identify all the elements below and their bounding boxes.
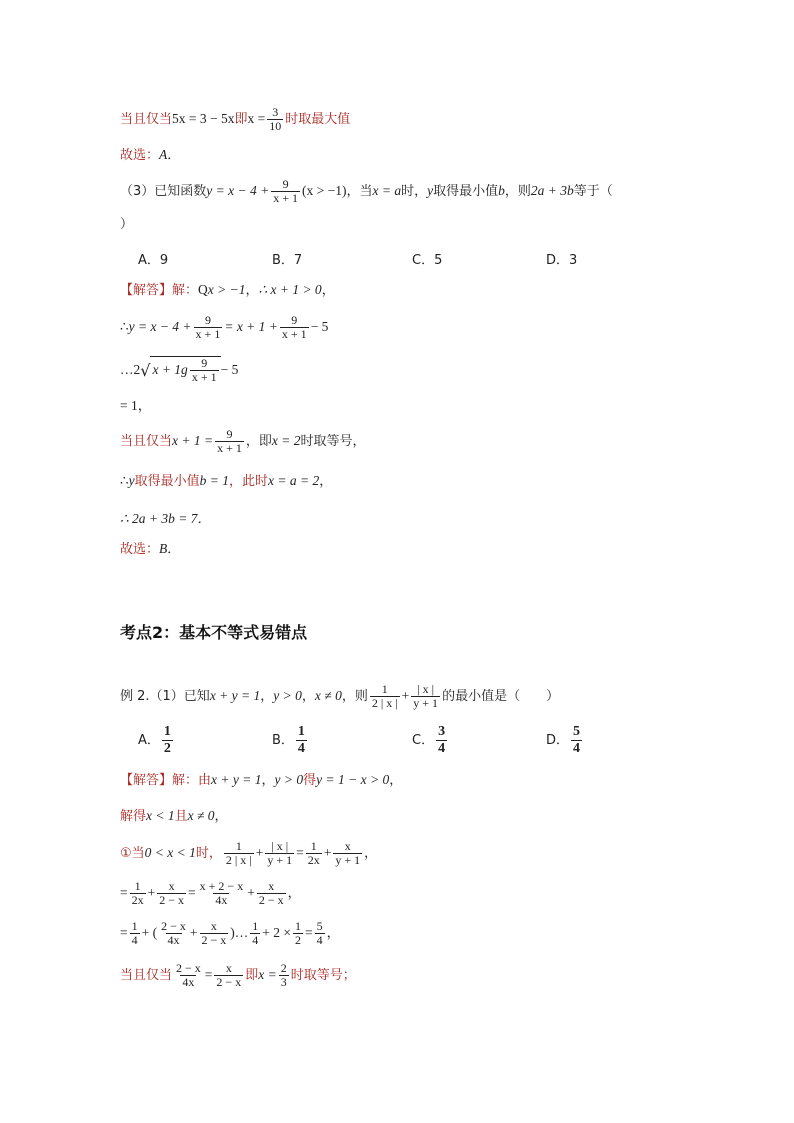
math-expression: − 5 [310, 319, 329, 334]
text: 当且仅当 [120, 112, 173, 127]
text: ） [120, 217, 134, 232]
math-symbol: ∴ [120, 473, 129, 488]
denominator: y + 1 [267, 853, 293, 867]
math-expression: = x + 1 + [224, 319, 278, 334]
numerator: 3 [438, 724, 446, 739]
text: B． [272, 733, 294, 748]
solution-step-2 [120, 314, 328, 341]
fraction [293, 920, 303, 947]
text: 当 [131, 846, 145, 861]
denominator: 2 | x | [371, 696, 398, 710]
answer-line-1: 故选：A． [120, 147, 181, 163]
math-expression: …2 [120, 362, 141, 377]
math-symbol: ∴ [120, 319, 129, 334]
math-result: = 1， [120, 398, 152, 413]
math-condition: 0 < x < 1 [144, 845, 196, 860]
question-3 [120, 178, 613, 205]
denominator: 4x [167, 933, 180, 947]
option-b-2 [272, 724, 309, 757]
math-condition: x + y = 1 [209, 688, 261, 703]
text: 故选： [120, 148, 160, 163]
numerator: 9 [201, 356, 208, 370]
fraction [162, 724, 173, 757]
fraction [198, 880, 246, 907]
fraction [370, 683, 400, 710]
math-condition: x > −1 [207, 282, 246, 297]
solution-2-step-5: = $\frac{1}{4}$ + ( $\frac{2 - x}{4x}$ + $\frac{x}{2 - x}$ )… $\frac{1}{4}$ + 2 × $\frac{1}{2}$ = $\frac{5}{4}$ ， [120, 919, 340, 947]
text: 时取最大值 [285, 112, 351, 127]
solution-2-step-6: 当且仅当 $\frac{2 - x}{4x}$ = $\frac{x}{2 - x}$ 即x = $\frac{2}{3}$ 时取等号； [120, 961, 356, 989]
solution-2-step-2: 解得x < 1且x ≠ 0， [120, 808, 228, 824]
option-c-2 [412, 724, 449, 757]
numerator: 2 − x [161, 919, 186, 933]
math-function: y = x − 4 + [206, 183, 270, 198]
denominator: 2 [163, 741, 171, 756]
fraction [296, 724, 307, 757]
math-condition: (x > −1) [302, 183, 347, 198]
math-var: x = [258, 967, 277, 982]
fraction [279, 962, 289, 989]
math-expression: x = a = 2 [268, 473, 320, 488]
denominator: y + 1 [335, 853, 361, 867]
numerator: 9 [291, 313, 298, 327]
text: 取得最小值 [134, 474, 200, 489]
numerator: | x | [417, 682, 435, 696]
text: ，则 [504, 184, 531, 199]
max-condition-line [120, 106, 350, 133]
numerator: x + 2 − x [199, 879, 244, 893]
sqrt-content [150, 356, 220, 384]
denominator: 2 | x | [225, 853, 252, 867]
denominator: 2x [307, 853, 320, 867]
solution-tag: 【解答】解： [120, 773, 199, 788]
example-2-question: 例 2.（1）已知x + y = 1，y > 0，x ≠ 0，则 $\frac{1}{2 | x |}$ + $\frac{| x |}{y + 1}$ 的最小值是（ ） [120, 682, 560, 710]
text: 故选： [120, 542, 160, 557]
math-expression: 2a + 3b [530, 183, 574, 198]
fraction [411, 683, 440, 710]
fraction [333, 840, 362, 867]
numerator: 1 [163, 724, 171, 739]
solution-step-6 [120, 472, 332, 491]
text: 当且仅当 [120, 968, 173, 983]
text: ， [319, 474, 333, 489]
solution-step-7 [120, 510, 211, 529]
text: 即 [245, 968, 259, 983]
numerator: 1 [297, 724, 305, 739]
question-3-close [120, 216, 133, 234]
math-expression: x + 1g [152, 362, 188, 377]
denominator: 2x [131, 893, 144, 907]
fraction [159, 920, 188, 947]
numerator: 9 [226, 427, 233, 441]
denominator: 2 − x [216, 975, 242, 989]
section-heading [120, 622, 307, 644]
denominator: x + 1 [217, 441, 242, 455]
text: （3）已知函数 [120, 184, 207, 199]
numerator: 1 [235, 839, 242, 853]
text: C． [412, 733, 435, 748]
fraction [571, 724, 582, 757]
numerator: x [168, 879, 175, 893]
denominator: 4 [573, 741, 581, 756]
text: A．9 [138, 253, 169, 268]
text: 例 2.（1）已知 [120, 689, 210, 704]
fraction [315, 920, 325, 947]
text: C．5 [412, 253, 443, 268]
denominator: 2 − x [159, 893, 185, 907]
answer-value: B [159, 541, 168, 556]
math-expression: − 5 [220, 362, 239, 377]
fraction [130, 920, 140, 947]
solution-2-start: 【解答】解：由x + y = 1，y > 0得y = 1 − x > 0， [120, 772, 403, 788]
numerator: 9 [204, 313, 211, 327]
answer-line-2: 故选：B． [120, 541, 181, 557]
text: 的最小值是（ ） [442, 689, 560, 704]
text: ，当 [346, 184, 373, 199]
solution-2-step-4: = $\frac{1}{2x}$ + $\frac{x}{2 - x}$ = $\frac{x + 2 - x}{4x}$ + $\frac{x}{2 - x}$ ， [120, 879, 301, 907]
denominator: 4 [131, 933, 138, 947]
math-var: y [128, 473, 135, 488]
fraction [190, 357, 219, 384]
heading-text: 考点2：基本不等式易错点 [120, 623, 308, 642]
math-condition: x + y = 1 [211, 772, 262, 787]
numerator: x [344, 839, 351, 853]
fraction [280, 314, 309, 341]
math-expression: y = x − 4 + [128, 319, 192, 334]
denominator: 4 [316, 933, 323, 947]
text: 时取等号， [300, 434, 366, 449]
solution-2-step-3: ①当0 < x < 1时， $\frac{1}{2 | x |}$ + $\frac{| x |}{y + 1}$ = $\frac{1}{2x}$ + $\frac{x}{y + 1}$ ， [120, 839, 378, 867]
denominator: 4 [252, 933, 259, 947]
circled-one-icon: ① [120, 846, 132, 861]
math-condition: x < 1 [146, 808, 175, 823]
numerator: x [210, 919, 217, 933]
text: ，即 [245, 434, 272, 449]
math-condition: y > 0 [274, 772, 304, 787]
option-a [138, 249, 168, 268]
fraction [271, 178, 300, 205]
math-condition: ∴ x + 1 > 0 [258, 282, 322, 297]
math-condition: x ≠ 0 [187, 808, 215, 823]
text: 即 [234, 112, 248, 127]
denominator: x + 1 [195, 327, 221, 341]
text: ，此时 [228, 474, 268, 489]
solution-tag: 【解答】解： [120, 283, 199, 298]
math-symbol: Q [198, 282, 208, 297]
option-d [546, 249, 577, 268]
math-expression: x + 1 = [172, 433, 214, 448]
numerator: 1 [295, 919, 302, 933]
text: 当且仅当 [120, 434, 173, 449]
math-condition: y = 1 − x > 0 [316, 772, 390, 787]
numerator: 3 [272, 105, 279, 119]
text: A． [138, 733, 160, 748]
numerator: 5 [316, 919, 323, 933]
denominator: 3 [280, 975, 287, 989]
option-c [412, 249, 442, 268]
denominator: 4 [297, 741, 305, 756]
denominator: 2 − x [258, 893, 284, 907]
numerator: 1 [252, 919, 259, 933]
numerator: 1 [134, 879, 141, 893]
text: 取得最小值 [433, 184, 499, 199]
option-a-2 [138, 724, 175, 757]
denominator: x + 1 [191, 370, 217, 384]
denominator: x + 1 [273, 191, 299, 205]
math-condition: y > 0 [273, 688, 302, 703]
fraction [306, 840, 322, 867]
solution-step-4 [120, 397, 151, 416]
numerator: | x | [271, 839, 289, 853]
math-var: b [498, 183, 505, 198]
fraction [157, 880, 186, 907]
fraction [215, 428, 244, 455]
math-equation: 5x = 3 − 5x [172, 111, 235, 126]
numerator: 9 [282, 177, 289, 191]
fraction [200, 920, 229, 947]
text: D．3 [546, 253, 578, 268]
option-d-2 [546, 724, 584, 757]
fraction [265, 840, 294, 867]
fraction [174, 962, 203, 989]
numerator: 5 [573, 724, 581, 739]
text: 且 [174, 809, 188, 824]
text: 得 [303, 773, 317, 788]
denominator: y + 1 [413, 696, 439, 710]
math-expression: b = 1 [199, 473, 229, 488]
fraction [214, 962, 243, 989]
numerator: 2 − x [176, 961, 201, 975]
fraction [194, 314, 223, 341]
fraction [257, 880, 286, 907]
text: ，则 [341, 689, 368, 704]
text: B．7 [272, 253, 303, 268]
denominator: 4x [215, 893, 228, 907]
text: 时， [195, 846, 222, 861]
numerator: x [268, 879, 275, 893]
math-var: y [427, 183, 434, 198]
text: 等于（ [573, 184, 613, 199]
denominator: 4x [182, 975, 195, 989]
solution-step-3 [120, 356, 238, 384]
denominator: 10 [269, 119, 282, 133]
denominator: x + 1 [281, 327, 307, 341]
fraction [250, 920, 260, 947]
text: 由 [198, 773, 212, 788]
fraction [436, 724, 447, 757]
answer-value: A [159, 147, 168, 162]
math-result: ∴ 2a + 3b = 7． [120, 511, 211, 526]
math-var: x = a [372, 183, 402, 198]
fraction [224, 840, 254, 867]
text: 时， [401, 184, 428, 199]
solution-start: 【解答】解：Qx > −1，∴ x + 1 > 0， [120, 282, 335, 298]
text: 时取等号； [290, 968, 356, 983]
numerator: 2 [280, 961, 287, 975]
numerator: 1 [381, 682, 388, 696]
math-var: x = 2 [271, 433, 301, 448]
denominator: 2 − x [201, 933, 227, 947]
text: 解得 [120, 809, 147, 824]
denominator: 2 [295, 933, 302, 947]
math-condition: x ≠ 0 [314, 688, 342, 703]
option-b [272, 249, 302, 268]
fraction [130, 880, 146, 907]
numerator: 1 [131, 919, 138, 933]
text: D． [546, 733, 570, 748]
denominator: 4 [438, 741, 446, 756]
solution-step-5 [120, 428, 366, 455]
sqrt-icon: √ [140, 361, 151, 380]
fraction [267, 106, 283, 133]
math-var: x = [247, 111, 266, 126]
numerator: x [225, 961, 232, 975]
numerator: 1 [310, 839, 317, 853]
